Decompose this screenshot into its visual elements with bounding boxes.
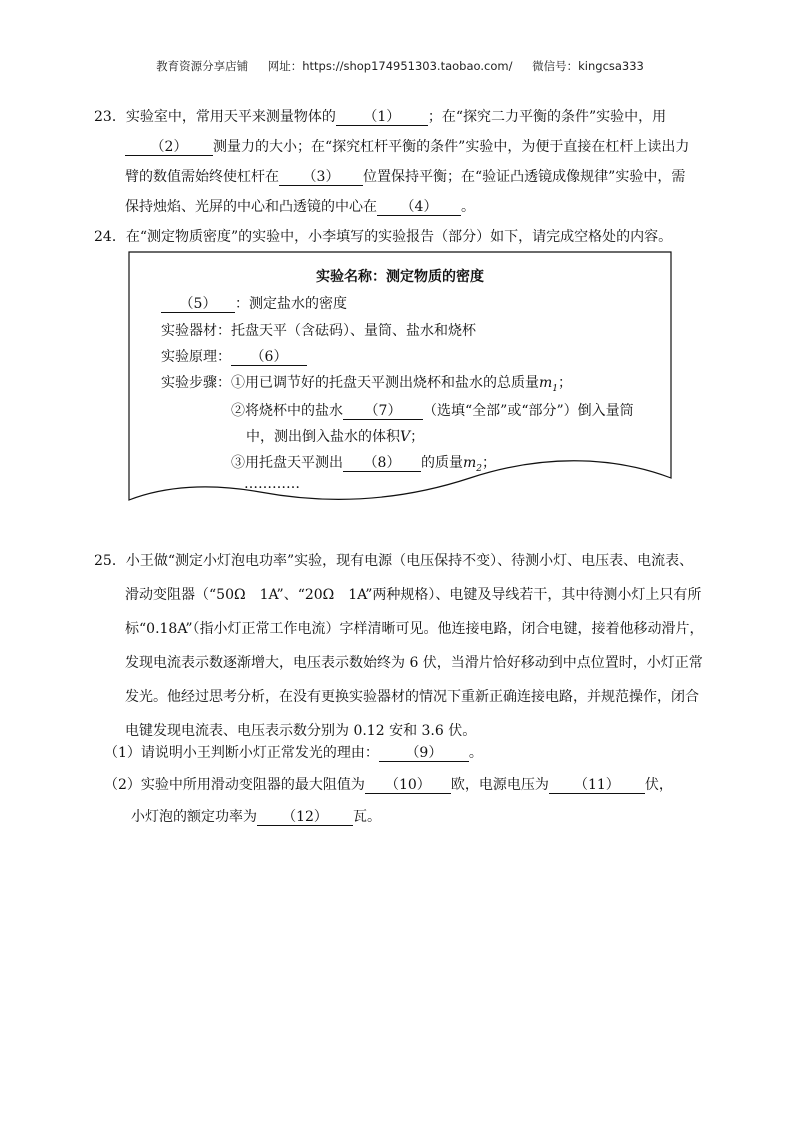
q23-number: 23． [94,109,126,125]
q24-number: 24． [94,229,126,245]
q23-text: 臂的数值需始终使杠杆在 [125,169,279,185]
report-text: ②将烧杯中的盐水 [231,403,343,419]
q25-text: 。 [468,745,483,761]
q25-text: （1）请说明小王判断小灯正常发光的理由： [104,745,379,761]
q24-text: 在“测定物质密度”的实验中，小李填写的实验报告（部分）如下，请完成空格处的内容。 [125,229,673,245]
report-text: ③用托盘天平测出 [231,455,343,471]
m2-letter: m [463,455,477,471]
report-text: 的质量 [421,455,463,471]
q23-text: 实验室中，常用天平来测量物体的 [125,109,336,125]
blank-10: （10） [365,777,451,794]
q25-part3 [131,806,381,826]
q25-text: 小灯泡的额定功率为 [131,809,257,825]
q25-text: 小王做“测定小灯泡电功率”实验，现有电源（电压保持不变）、待测小灯、电压表、电流表、 [125,553,694,569]
q25-text: 欧，电源电压为 [450,777,549,793]
report-text: 实验原理： [161,349,231,365]
header-url: 网址：https://shop174951303.taobao.com/ [267,59,513,73]
m2-symbol [463,455,483,474]
report-text: 中，测出倒入盐水的体积 [246,429,400,445]
q25-line5: 发光。他经过思考分析，在没有更换实验器材的情况下重新正确连接电路，并规范操作，闭合 [125,689,699,705]
blank-8: （8） [343,455,421,472]
header-wechat: 微信号：kingcsa333 [532,59,644,73]
blank-7: （7） [343,403,423,420]
q25-number: 25． [94,553,126,569]
blank-11: （11） [549,777,645,794]
report-text: 实验步骤： [161,375,231,391]
q25-line6: 电键发现电流表、电压表示数分别为 0.12 安和 3.6 伏。 [125,723,477,739]
q23-text: 测量力的大小；在“探究杠杆平衡的条件”实验中，为便于直接在杠杆上读出力 [213,139,690,155]
report-step-2 [231,400,634,420]
q25-line3: 标“0.18A”（指小灯正常工作电流）字样清晰可见。他连接电路，闭合电键，接着他移动滑片， [125,621,704,637]
blank-5: （5） [161,296,235,313]
report-text: ； [558,375,573,391]
q23-text: 保持烛焰、光屏的中心和凸透镜的中心在 [125,199,377,215]
report-text: ：测定盐水的密度 [235,296,347,312]
q23-text: 。 [461,199,475,215]
report-step-1 [161,372,572,394]
report-title: 实验名称：测定物质的密度 [316,269,484,285]
m1-letter: m [539,375,553,391]
q25-line4: 发现电流表示数逐渐增大，电压表示数始终为 6 伏，当滑片恰好移动到中点位置时，小灯正常 [125,655,703,671]
report-purpose [161,293,347,313]
q25-line1 [94,550,693,570]
blank-9: （9） [379,745,469,762]
report-equipment: 实验器材：托盘天平（含砝码）、量筒、盐水和烧杯 [161,323,476,339]
blank-4: （4） [377,199,461,216]
blank-1: （1） [336,109,428,126]
report-text: ； [410,429,425,445]
report-step-3 [231,452,496,474]
header-shop: 教育资源分享店铺 [156,59,249,73]
blank-2: （2） [125,139,213,156]
report-step-2-cont [246,426,424,446]
q23-text: ；在“探究二力平衡的条件”实验中，用 [427,109,667,125]
q25-text: 伏， [644,777,673,793]
report-principle [161,346,307,366]
blank-3: （3） [279,169,363,186]
m1-symbol [539,375,559,394]
q25-part2 [104,774,673,794]
report-ellipsis: ………… [244,476,300,492]
report-text: ①用已调节好的托盘天平测出烧杯和盐水的总质量 [231,375,539,391]
report-text: （选填“全部”或“部分”）倒入量筒 [423,403,634,419]
v-symbol: V [400,429,411,445]
q23-text: 位置保持平衡；在“验证凸透镜成像规律”实验中，需 [363,169,686,185]
q25-text: 瓦。 [353,809,381,825]
m1-subscript: 1 [552,383,559,394]
q25-part1 [104,742,483,762]
q25-text: （2）实验中所用滑动变阻器的最大阻值为 [104,777,365,793]
report-text: ； [482,455,497,471]
blank-12: （12） [257,809,353,826]
m2-subscript: 2 [476,463,483,474]
blank-6: （6） [231,349,307,366]
q25-line2: 滑动变阻器（“50Ω 1A”、“20Ω 1A”两种规格）、电键及导线若干，其中待测小灯上只有所 [125,587,702,603]
